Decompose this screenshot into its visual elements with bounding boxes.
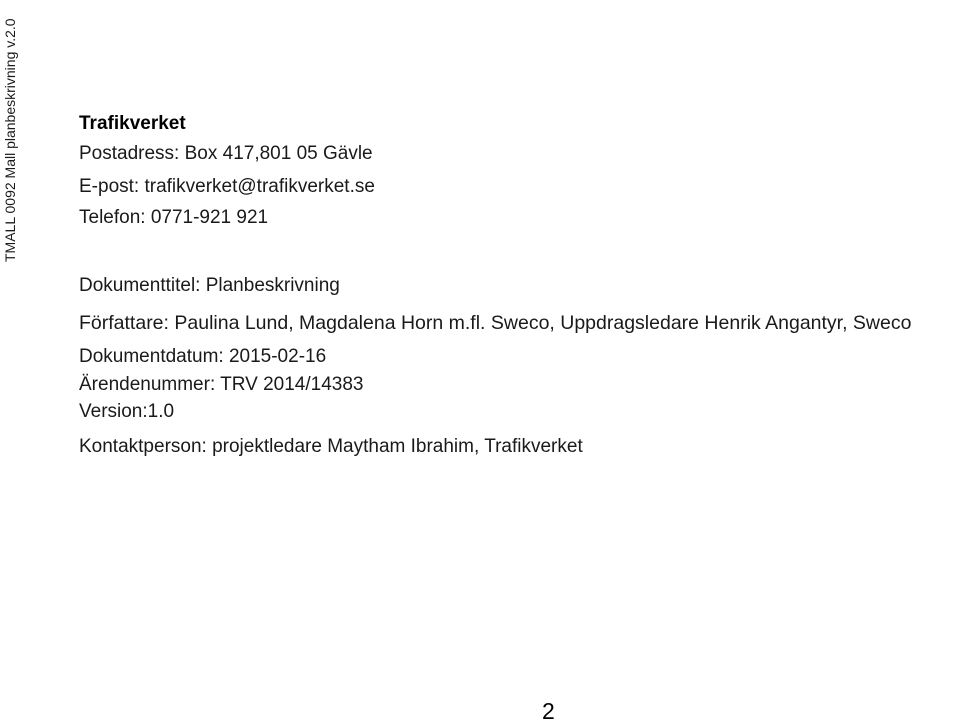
phone-number: Telefon: 0771-921 921 [79,207,269,228]
postal-address: Postadress: Box 417,801 05 Gävle [79,143,373,164]
organization-name: Trafikverket [79,113,186,134]
page-number: 2 [542,698,555,724]
email-address: E-post: trafikverket@trafikverket.se [79,176,375,197]
document-date: Dokumentdatum: 2015-02-16 [79,346,327,367]
document-title: Dokumenttitel: Planbeskrivning [79,275,340,296]
document-authors: Författare: Paulina Lund, Magdalena Horn m.fl. Sweco, Uppdragsledare Henrik Angantyr, Sweco [79,312,912,334]
template-side-label: TMALL 0092 Mall planbeskrivning v.2.0 [2,18,18,262]
document-version: Version:1.0 [79,401,175,422]
case-number: Ärendenummer: TRV 2014/14383 [79,374,364,395]
contact-person: Kontaktperson: projektledare Maytham Ibrahim, Trafikverket [79,436,583,457]
